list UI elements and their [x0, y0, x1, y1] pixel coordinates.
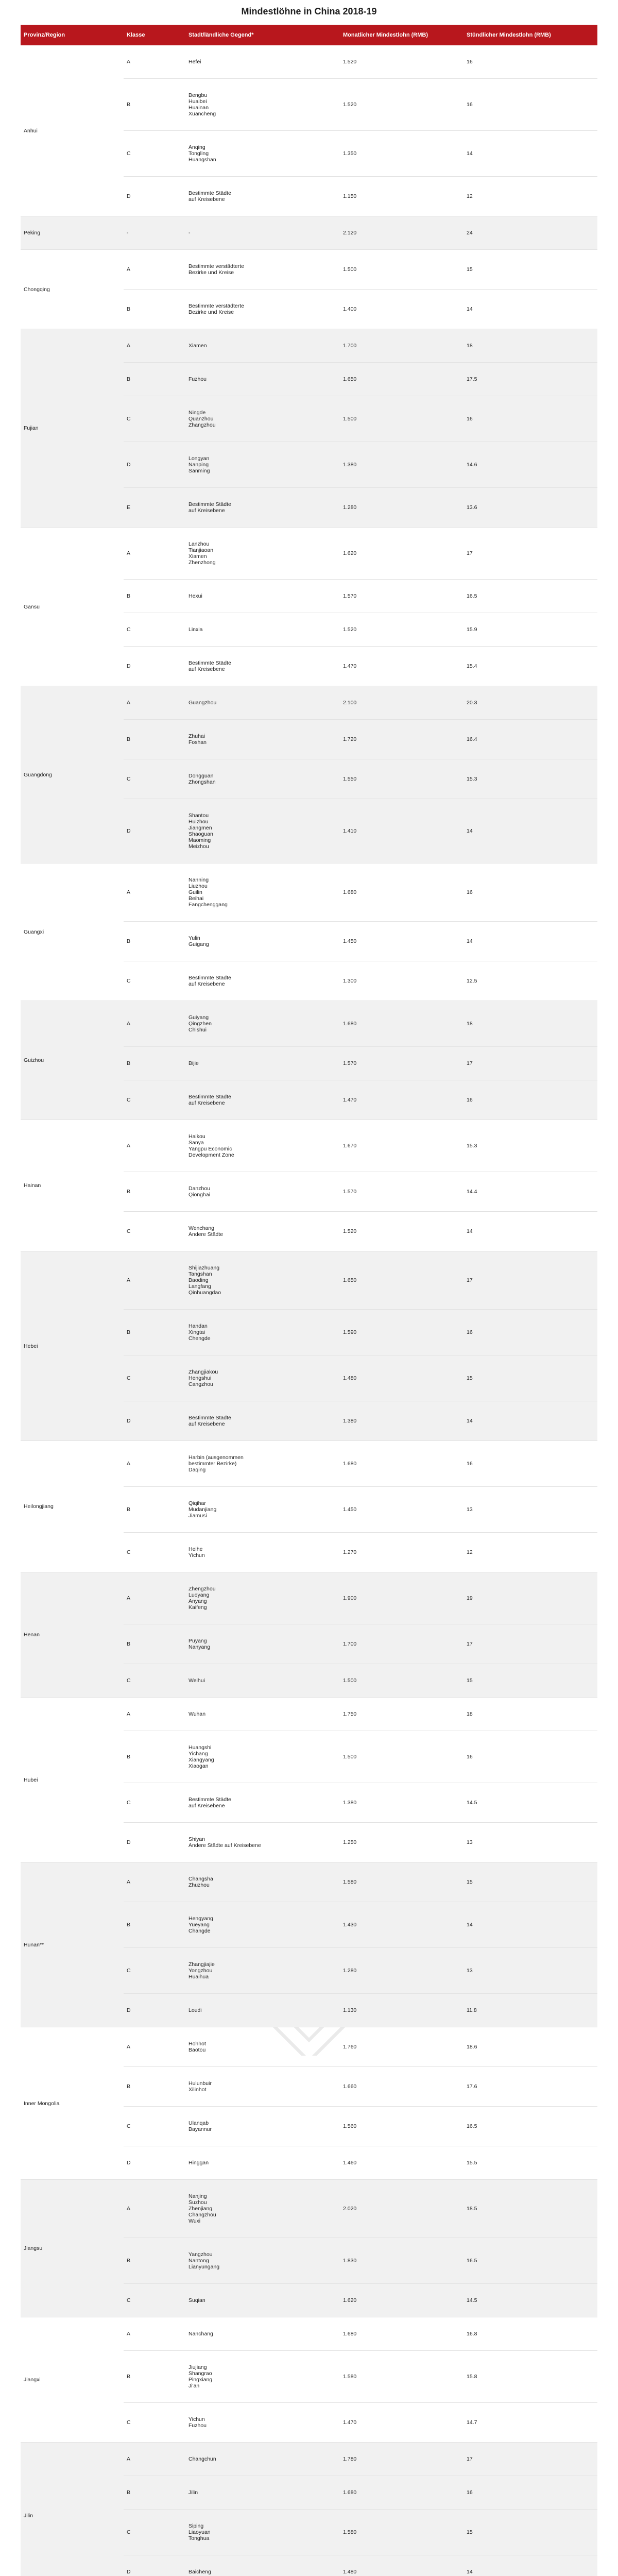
table-row — [21, 2027, 597, 2067]
cell-monthly-wage: 1.300 — [340, 961, 464, 1001]
cell-stadt: Shijiazhuang Tangshan Baoding Langfang Qinhuangdao — [185, 1251, 340, 1310]
cell-klasse: D — [124, 442, 185, 488]
cell-monthly-wage: 1.380 — [340, 1783, 464, 1823]
cell-hourly-wage: 16 — [464, 2476, 597, 2510]
cell-hourly-wage: 11.8 — [464, 1994, 597, 2027]
cell-hourly-wage: 16.8 — [464, 2317, 597, 2351]
cell-klasse: B — [124, 922, 185, 961]
cell-province: Fujian — [21, 329, 124, 528]
cell-monthly-wage: 1.500 — [340, 396, 464, 442]
cell-stadt: Bestimmte Städte auf Kreisebene — [185, 1783, 340, 1823]
cell-monthly-wage: 1.680 — [340, 1001, 464, 1047]
cell-hourly-wage: 17 — [464, 1251, 597, 1310]
cell-province: Guangxi — [21, 863, 124, 1001]
cell-stadt: Jiujiang Shangrao Pingxiang Ji'an — [185, 2351, 340, 2403]
cell-hourly-wage: 18.5 — [464, 2180, 597, 2238]
cell-klasse: B — [124, 1047, 185, 1080]
cell-stadt: Huangshi Yichang Xiangyang Xiaogan — [185, 1731, 340, 1783]
cell-klasse: C — [124, 1783, 185, 1823]
cell-hourly-wage: 15 — [464, 250, 597, 290]
cell-klasse: C — [124, 2403, 185, 2443]
cell-klasse: C — [124, 1533, 185, 1572]
cell-klasse: B — [124, 1624, 185, 1664]
cell-klasse: A — [124, 2027, 185, 2067]
cell-stadt: Bengbu Huaibei Huainan Xuancheng — [185, 79, 340, 131]
header-hourly-wage: Stündlicher Mindestlohn (RMB) — [464, 25, 597, 45]
table-row — [21, 1572, 597, 1624]
cell-stadt: Fuzhou — [185, 363, 340, 396]
cell-hourly-wage: 14.5 — [464, 2284, 597, 2317]
cell-province: Jiangsu — [21, 2180, 124, 2317]
cell-stadt: Bestimmte Städte auf Kreisebene — [185, 961, 340, 1001]
cell-monthly-wage: 1.680 — [340, 2476, 464, 2510]
cell-klasse: A — [124, 2317, 185, 2351]
cell-province: Heilongjiang — [21, 1441, 124, 1572]
cell-stadt: Harbin (ausgenommen bestimmter Bezirke) Daqing — [185, 1441, 340, 1487]
cell-stadt: Siping Liaoyuan Tonghua — [185, 2510, 340, 2555]
cell-hourly-wage: 16 — [464, 79, 597, 131]
cell-province: Peking — [21, 216, 124, 250]
cell-hourly-wage: 14 — [464, 922, 597, 961]
cell-hourly-wage: 16.5 — [464, 2238, 597, 2284]
cell-hourly-wage: 16.4 — [464, 720, 597, 759]
cell-klasse: C — [124, 1080, 185, 1120]
table-row — [21, 250, 597, 290]
cell-klasse: A — [124, 1862, 185, 1902]
cell-province: Guangdong — [21, 686, 124, 863]
cell-klasse: C — [124, 759, 185, 799]
cell-hourly-wage: 14 — [464, 2555, 597, 2576]
cell-stadt: Bestimmte Städte auf Kreisebene — [185, 647, 340, 686]
cell-hourly-wage: 17.5 — [464, 363, 597, 396]
cell-monthly-wage: 1.900 — [340, 1572, 464, 1624]
cell-monthly-wage: 1.680 — [340, 863, 464, 922]
cell-hourly-wage: 15.5 — [464, 2146, 597, 2180]
cell-monthly-wage: 1.500 — [340, 250, 464, 290]
cell-hourly-wage: 14.6 — [464, 442, 597, 488]
table-row — [21, 1698, 597, 1731]
cell-monthly-wage: 1.750 — [340, 1698, 464, 1731]
cell-klasse: A — [124, 1441, 185, 1487]
cell-stadt: Zhangjiajie Yongzhou Huaihua — [185, 1948, 340, 1994]
cell-stadt: Ningde Quanzhou Zhangzhou — [185, 396, 340, 442]
table-row — [21, 2180, 597, 2238]
cell-monthly-wage: 1.720 — [340, 720, 464, 759]
cell-province: Gansu — [21, 528, 124, 686]
table-row — [21, 2443, 597, 2476]
cell-stadt: Longyan Nanping Sanming — [185, 442, 340, 488]
cell-stadt: Shiyan Andere Städte auf Kreisebene — [185, 1823, 340, 1862]
cell-hourly-wage: 15.9 — [464, 613, 597, 647]
cell-klasse: B — [124, 363, 185, 396]
cell-klasse: A — [124, 1698, 185, 1731]
cell-province: Anhui — [21, 45, 124, 216]
cell-province: Hubei — [21, 1698, 124, 1862]
cell-monthly-wage: 1.500 — [340, 1664, 464, 1698]
cell-stadt: Guiyang Qingzhen Chishui — [185, 1001, 340, 1047]
cell-klasse: B — [124, 1902, 185, 1948]
cell-klasse: B — [124, 1487, 185, 1533]
cell-province: Inner Mongolia — [21, 2027, 124, 2180]
table-header-row — [21, 25, 597, 45]
cell-stadt: Bestimmte Städte auf Kreisebene — [185, 488, 340, 528]
cell-stadt: Linxia — [185, 613, 340, 647]
cell-klasse: D — [124, 2555, 185, 2576]
cell-hourly-wage: 14 — [464, 1902, 597, 1948]
cell-province: Hebei — [21, 1251, 124, 1441]
cell-hourly-wage: 16 — [464, 1080, 597, 1120]
cell-stadt: Ulanqab Bayannur — [185, 2107, 340, 2146]
cell-stadt: Wenchang Andere Städte — [185, 1212, 340, 1251]
cell-hourly-wage: 18 — [464, 329, 597, 363]
cell-stadt: Bestimmte verstädterte Bezirke und Kreise — [185, 250, 340, 290]
cell-klasse: A — [124, 1120, 185, 1172]
cell-klasse: A — [124, 250, 185, 290]
cell-monthly-wage: 1.580 — [340, 2351, 464, 2403]
table-row — [21, 2317, 597, 2351]
header-monthly-wage: Monatlicher Mindestlohn (RMB) — [340, 25, 464, 45]
cell-hourly-wage: 13 — [464, 1487, 597, 1533]
cell-monthly-wage: 1.250 — [340, 1823, 464, 1862]
cell-monthly-wage: 1.410 — [340, 799, 464, 863]
cell-klasse: D — [124, 1401, 185, 1441]
cell-monthly-wage: 1.380 — [340, 442, 464, 488]
cell-klasse: C — [124, 1664, 185, 1698]
cell-klasse: B — [124, 580, 185, 613]
cell-stadt: Bijie — [185, 1047, 340, 1080]
cell-stadt: Changchun — [185, 2443, 340, 2476]
cell-monthly-wage: 1.400 — [340, 290, 464, 329]
cell-monthly-wage: 1.480 — [340, 1355, 464, 1401]
cell-klasse: D — [124, 177, 185, 216]
cell-hourly-wage: 18 — [464, 1698, 597, 1731]
cell-klasse: C — [124, 131, 185, 177]
cell-stadt: Bestimmte verstädterte Bezirke und Kreise — [185, 290, 340, 329]
cell-stadt: Lanzhou Tianjiaoan Xiamen Zhenzhong — [185, 528, 340, 580]
cell-hourly-wage: 20.3 — [464, 686, 597, 720]
cell-monthly-wage: 1.500 — [340, 1731, 464, 1783]
cell-stadt: Heihe Yichun — [185, 1533, 340, 1572]
cell-monthly-wage: 1.520 — [340, 79, 464, 131]
cell-stadt: Baicheng — [185, 2555, 340, 2576]
cell-stadt: Hexui — [185, 580, 340, 613]
cell-klasse: A — [124, 2443, 185, 2476]
cell-stadt: Yulin Guigang — [185, 922, 340, 961]
cell-monthly-wage: 1.550 — [340, 759, 464, 799]
cell-monthly-wage: 1.130 — [340, 1994, 464, 2027]
cell-klasse: C — [124, 2107, 185, 2146]
cell-hourly-wage: 14 — [464, 1212, 597, 1251]
cell-monthly-wage: 1.560 — [340, 2107, 464, 2146]
table-row — [21, 216, 597, 250]
minimum-wage-table — [21, 25, 597, 2576]
cell-hourly-wage: 18 — [464, 1001, 597, 1047]
cell-klasse: A — [124, 863, 185, 922]
cell-monthly-wage: 1.150 — [340, 177, 464, 216]
cell-klasse: C — [124, 396, 185, 442]
cell-klasse: B — [124, 2238, 185, 2284]
cell-province: Henan — [21, 1572, 124, 1698]
cell-monthly-wage: 2.120 — [340, 216, 464, 250]
cell-stadt: Hohhot Baotou — [185, 2027, 340, 2067]
cell-monthly-wage: 1.660 — [340, 2067, 464, 2107]
cell-stadt: Haikou Sanya Yangpu Economic Development Zone — [185, 1120, 340, 1172]
table-row — [21, 1120, 597, 1172]
cell-hourly-wage: 14 — [464, 799, 597, 863]
cell-hourly-wage: 14 — [464, 131, 597, 177]
cell-province: Guizhou — [21, 1001, 124, 1120]
cell-stadt: Jilin — [185, 2476, 340, 2510]
cell-stadt: Guangzhou — [185, 686, 340, 720]
cell-klasse: D — [124, 1994, 185, 2027]
cell-klasse: D — [124, 1823, 185, 1862]
cell-stadt: Yichun Fuzhou — [185, 2403, 340, 2443]
cell-province: Jilin — [21, 2443, 124, 2576]
cell-monthly-wage: 1.700 — [340, 329, 464, 363]
cell-monthly-wage: 1.450 — [340, 1487, 464, 1533]
cell-stadt: Handan Xingtai Chengde — [185, 1310, 340, 1355]
cell-klasse: A — [124, 1251, 185, 1310]
cell-monthly-wage: 1.570 — [340, 1172, 464, 1212]
cell-klasse: - — [124, 216, 185, 250]
cell-klasse: D — [124, 2146, 185, 2180]
cell-stadt: Anqing Tongling Huangshan — [185, 131, 340, 177]
cell-hourly-wage: 17 — [464, 528, 597, 580]
cell-stadt: Xiamen — [185, 329, 340, 363]
cell-klasse: B — [124, 1172, 185, 1212]
cell-hourly-wage: 17 — [464, 2443, 597, 2476]
cell-monthly-wage: 1.700 — [340, 1624, 464, 1664]
cell-klasse: C — [124, 961, 185, 1001]
cell-stadt: Yangzhou Nantong Lianyungang — [185, 2238, 340, 2284]
cell-monthly-wage: 1.650 — [340, 363, 464, 396]
cell-monthly-wage: 1.580 — [340, 1862, 464, 1902]
cell-monthly-wage: 1.470 — [340, 2403, 464, 2443]
cell-province: Chongqing — [21, 250, 124, 329]
cell-stadt: Zhangjiakou Hengshui Cangzhou — [185, 1355, 340, 1401]
cell-klasse: D — [124, 647, 185, 686]
cell-hourly-wage: 19 — [464, 1572, 597, 1624]
cell-stadt: Nanning Liuzhou Guilin Beihai Fangchenggang — [185, 863, 340, 922]
cell-hourly-wage: 16 — [464, 1731, 597, 1783]
cell-monthly-wage: 1.670 — [340, 1120, 464, 1172]
cell-hourly-wage: 24 — [464, 216, 597, 250]
table-row — [21, 1001, 597, 1047]
cell-monthly-wage: 1.520 — [340, 613, 464, 647]
cell-hourly-wage: 15.3 — [464, 1120, 597, 1172]
cell-klasse: A — [124, 686, 185, 720]
cell-stadt: Puyang Nanyang — [185, 1624, 340, 1664]
cell-hourly-wage: 14.5 — [464, 1783, 597, 1823]
cell-klasse: B — [124, 1310, 185, 1355]
cell-hourly-wage: 12.5 — [464, 961, 597, 1001]
cell-monthly-wage: 1.450 — [340, 922, 464, 961]
cell-stadt: Zhuhai Foshan — [185, 720, 340, 759]
cell-stadt: Hefei — [185, 45, 340, 79]
cell-stadt: Zhengzhou Luoyang Anyang Kaifeng — [185, 1572, 340, 1624]
cell-monthly-wage: 1.680 — [340, 1441, 464, 1487]
cell-monthly-wage: 1.380 — [340, 1401, 464, 1441]
cell-klasse: C — [124, 1948, 185, 1994]
cell-klasse: A — [124, 45, 185, 79]
cell-stadt: Wuhan — [185, 1698, 340, 1731]
cell-klasse: B — [124, 720, 185, 759]
table-row — [21, 528, 597, 580]
cell-stadt: Bestimmte Städte auf Kreisebene — [185, 1080, 340, 1120]
cell-monthly-wage: 2.100 — [340, 686, 464, 720]
cell-monthly-wage: 1.780 — [340, 2443, 464, 2476]
cell-monthly-wage: 1.760 — [340, 2027, 464, 2067]
cell-monthly-wage: 2.020 — [340, 2180, 464, 2238]
cell-stadt: Bestimmte Städte auf Kreisebene — [185, 1401, 340, 1441]
cell-hourly-wage: 15.3 — [464, 759, 597, 799]
cell-stadt: - — [185, 216, 340, 250]
cell-hourly-wage: 12 — [464, 1533, 597, 1572]
cell-hourly-wage: 14 — [464, 1401, 597, 1441]
cell-klasse: B — [124, 2351, 185, 2403]
cell-stadt: Weihui — [185, 1664, 340, 1698]
header-stadt: Stadt/ländliche Gegend* — [185, 25, 340, 45]
cell-monthly-wage: 1.520 — [340, 45, 464, 79]
header-klasse: Klasse — [124, 25, 185, 45]
cell-monthly-wage: 1.570 — [340, 1047, 464, 1080]
cell-monthly-wage: 1.570 — [340, 580, 464, 613]
cell-monthly-wage: 1.480 — [340, 2555, 464, 2576]
table-body — [21, 45, 597, 2576]
cell-hourly-wage: 17 — [464, 1624, 597, 1664]
cell-monthly-wage: 1.460 — [340, 2146, 464, 2180]
cell-hourly-wage: 14.7 — [464, 2403, 597, 2443]
cell-klasse: B — [124, 2067, 185, 2107]
cell-monthly-wage: 1.280 — [340, 1948, 464, 1994]
cell-monthly-wage: 1.620 — [340, 528, 464, 580]
cell-monthly-wage: 1.270 — [340, 1533, 464, 1572]
cell-hourly-wage: 16 — [464, 1441, 597, 1487]
cell-hourly-wage: 13 — [464, 1823, 597, 1862]
cell-hourly-wage: 17 — [464, 1047, 597, 1080]
cell-hourly-wage: 15 — [464, 1664, 597, 1698]
cell-hourly-wage: 15.4 — [464, 647, 597, 686]
cell-hourly-wage: 15.8 — [464, 2351, 597, 2403]
cell-hourly-wage: 16 — [464, 45, 597, 79]
cell-hourly-wage: 14.4 — [464, 1172, 597, 1212]
cell-hourly-wage: 15 — [464, 1862, 597, 1902]
cell-monthly-wage: 1.470 — [340, 1080, 464, 1120]
cell-monthly-wage: 1.590 — [340, 1310, 464, 1355]
cell-stadt: Danzhou Qionghai — [185, 1172, 340, 1212]
cell-monthly-wage: 1.280 — [340, 488, 464, 528]
table-row — [21, 329, 597, 363]
cell-monthly-wage: 1.430 — [340, 1902, 464, 1948]
cell-stadt: Bestimmte Städte auf Kreisebene — [185, 177, 340, 216]
page-title: Mindestlöhne in China 2018-19 — [241, 6, 377, 16]
cell-monthly-wage: 1.620 — [340, 2284, 464, 2317]
cell-klasse: C — [124, 1355, 185, 1401]
cell-province: Hunan** — [21, 1862, 124, 2027]
cell-monthly-wage: 1.580 — [340, 2510, 464, 2555]
cell-hourly-wage: 12 — [464, 177, 597, 216]
cell-stadt: Nanjing Suzhou Zhenjiang Changzhou Wuxi — [185, 2180, 340, 2238]
cell-hourly-wage: 13 — [464, 1948, 597, 1994]
cell-klasse: B — [124, 1731, 185, 1783]
cell-hourly-wage: 15 — [464, 1355, 597, 1401]
cell-klasse: B — [124, 79, 185, 131]
cell-hourly-wage: 16 — [464, 396, 597, 442]
table-row — [21, 1251, 597, 1310]
cell-klasse: A — [124, 329, 185, 363]
cell-stadt: Hengyang Yueyang Changde — [185, 1902, 340, 1948]
table-row — [21, 1441, 597, 1487]
table-row — [21, 863, 597, 922]
table-row — [21, 1862, 597, 1902]
cell-klasse: A — [124, 2180, 185, 2238]
cell-hourly-wage: 16 — [464, 1310, 597, 1355]
cell-klasse: A — [124, 1572, 185, 1624]
cell-stadt: Loudi — [185, 1994, 340, 2027]
table-row — [21, 45, 597, 79]
cell-stadt: Qiqihar Mudanjiang Jiamusi — [185, 1487, 340, 1533]
header-province: Provinz/Region — [21, 25, 124, 45]
cell-hourly-wage: 16.5 — [464, 580, 597, 613]
cell-monthly-wage: 1.680 — [340, 2317, 464, 2351]
cell-klasse: B — [124, 290, 185, 329]
cell-hourly-wage: 18.6 — [464, 2027, 597, 2067]
cell-hourly-wage: 13.6 — [464, 488, 597, 528]
cell-monthly-wage: 1.650 — [340, 1251, 464, 1310]
cell-klasse: C — [124, 2510, 185, 2555]
cell-klasse: A — [124, 1001, 185, 1047]
cell-monthly-wage: 1.830 — [340, 2238, 464, 2284]
cell-hourly-wage: 16.5 — [464, 2107, 597, 2146]
cell-monthly-wage: 1.350 — [340, 131, 464, 177]
cell-stadt: Shantou Huizhou Jiangmen Shaoguan Maoming Meizhou — [185, 799, 340, 863]
cell-stadt: Hinggan — [185, 2146, 340, 2180]
cell-hourly-wage: 16 — [464, 863, 597, 922]
cell-stadt: Dongguan Zhongshan — [185, 759, 340, 799]
cell-klasse: C — [124, 2284, 185, 2317]
cell-klasse: A — [124, 528, 185, 580]
cell-klasse: C — [124, 1212, 185, 1251]
cell-stadt: Changsha Zhuzhou — [185, 1862, 340, 1902]
cell-klasse: D — [124, 799, 185, 863]
cell-hourly-wage: 14 — [464, 290, 597, 329]
cell-hourly-wage: 17.6 — [464, 2067, 597, 2107]
cell-klasse: E — [124, 488, 185, 528]
cell-province: Jiangxi — [21, 2317, 124, 2443]
cell-monthly-wage: 1.470 — [340, 647, 464, 686]
cell-monthly-wage: 1.520 — [340, 1212, 464, 1251]
cell-klasse: C — [124, 613, 185, 647]
cell-province: Hainan — [21, 1120, 124, 1251]
cell-klasse: B — [124, 2476, 185, 2510]
cell-stadt: Nanchang — [185, 2317, 340, 2351]
cell-hourly-wage: 15 — [464, 2510, 597, 2555]
cell-stadt: Suqian — [185, 2284, 340, 2317]
cell-stadt: Hulunbuir Xilinhot — [185, 2067, 340, 2107]
table-row — [21, 686, 597, 720]
